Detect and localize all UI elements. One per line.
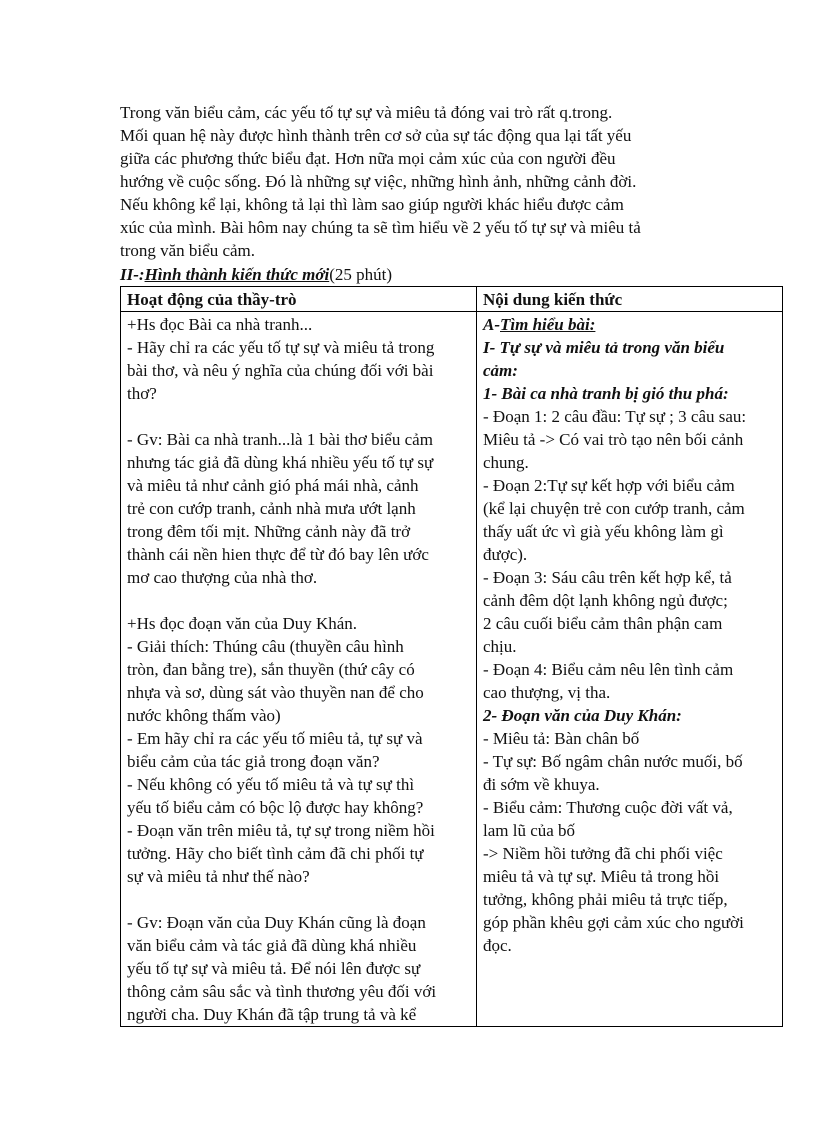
activity-line: - Gv: Đoạn văn của Duy Khán cũng là đoạn (127, 913, 426, 932)
activity-line (127, 405, 470, 428)
activity-line: yếu tố biểu cảm có bộc lộ được hay không? (127, 798, 424, 817)
content-line: được). (483, 545, 528, 564)
content-line: (kể lại chuyện trẻ con cướp tranh, cảm (483, 499, 745, 518)
content-line: - Đoạn 2:Tự sự kết hợp với biểu cảm (483, 476, 735, 495)
content-line: thấy uất ức vì già yếu không làm gì (483, 522, 724, 541)
activity-line: trong đêm tối mịt. Những cảnh này đã trở (127, 522, 411, 541)
activity-line: +Hs đọc Bài ca nhà tranh... (127, 315, 313, 334)
content-line: 2 câu cuối biểu cảm thân phận cam (483, 614, 723, 633)
content-line: cao thượng, vị tha. (483, 683, 611, 702)
content-line: Miêu tả -> Có vai trò tạo nên bối cảnh (483, 430, 744, 449)
activity-line: sự và miêu tả như thế nào? (127, 867, 310, 886)
activity-line (127, 589, 470, 612)
activity-line (127, 888, 470, 911)
header-activities: Hoạt động của thầy-trò (121, 287, 477, 312)
activity-line: tròn, đan bằng tre), sắn thuyền (thứ cây có (127, 660, 415, 679)
activity-line: tưởng. Hãy cho biết tình cảm đã chi phối tự (127, 844, 424, 863)
intro-line: hướng về cuộc sống. Đó là những sự việc, những hình ảnh, những cảnh đời. (120, 172, 637, 191)
content-heading-i-cont: cảm: (483, 361, 518, 380)
activity-line: biểu cảm của tác giả trong đoạn văn? (127, 752, 380, 771)
activity-line: trẻ con cướp tranh, cảnh nhà mưa ướt lạnh (127, 499, 416, 518)
activity-line: - Nếu không có yếu tố miêu tả và tự sự thì (127, 775, 415, 794)
content-line: -> Niềm hồi tưởng đã chi phối việc (483, 844, 723, 863)
section-prefix: II-: (120, 265, 145, 284)
activity-line: - Hãy chỉ ra các yếu tố tự sự và miêu tả trong (127, 338, 435, 357)
activity-line: thành cái nền hien thực để từ đó bay lên ước (127, 545, 429, 564)
intro-line: Trong văn biểu cảm, các yếu tố tự sự và miêu tả đóng vai trò rất q.trong. (120, 103, 613, 122)
content-line: lam lũ của bố (483, 821, 576, 840)
section-heading (120, 263, 392, 286)
header-content: Nội dung kiến thức (477, 287, 783, 312)
section-duration: (25 phút) (329, 265, 393, 284)
intro-paragraph (120, 101, 720, 262)
activity-line: người cha. Duy Khán đã tập trung tả và kể (127, 1005, 417, 1024)
content-line: cảnh đêm dột lạnh không ngủ được; (483, 591, 728, 610)
content-heading-i: I- Tự sự và miêu tả trong văn biểu (483, 338, 725, 357)
lesson-table (120, 286, 783, 1027)
section-title: Hình thành kiến thức mới (144, 265, 330, 284)
activity-line: - Giải thích: Thúng câu (thuyền câu hình (127, 637, 404, 656)
content-line: - Đoạn 4: Biểu cảm nêu lên tình cảm (483, 660, 734, 679)
activity-line: văn biểu cảm và tác giả đã dùng khá nhiều (127, 936, 417, 955)
activity-line: bài thơ, và nêu ý nghĩa của chúng đối với bài (127, 361, 434, 380)
content-cell (477, 312, 783, 1027)
activity-line: mơ cao thượng của nhà thơ. (127, 568, 318, 587)
activity-line: - Gv: Bài ca nhà tranh...là 1 bài thơ biểu cảm (127, 430, 433, 449)
content-line: - Đoạn 3: Sáu câu trên kết hợp kể, tả (483, 568, 732, 587)
content-heading-1: 1- Bài ca nhà tranh bị gió thu phá: (483, 384, 729, 403)
content-line: chung. (483, 453, 529, 472)
content-line: đọc. (483, 936, 512, 955)
heading-a-prefix: A- (483, 315, 500, 334)
content-heading-a (483, 313, 776, 336)
activity-line: nước không thấm vào) (127, 706, 281, 725)
content-line: - Miêu tả: Bàn chân bố (483, 729, 640, 748)
intro-line: giữa các phương thức biểu đạt. Hơn nữa mọi cảm xúc của con người đều (120, 149, 616, 168)
content-line: - Đoạn 1: 2 câu đầu: Tự sự ; 3 câu sau: (483, 407, 747, 426)
activity-line: - Đoạn văn trên miêu tả, tự sự trong niềm hồi (127, 821, 435, 840)
activity-line: nhưng tác giả đã dùng khá nhiều yếu tố tự sự (127, 453, 434, 472)
content-line: chịu. (483, 637, 517, 656)
content-line: - Tự sự: Bố ngâm chân nước muối, bố (483, 752, 743, 771)
content-line: - Biểu cảm: Thương cuộc đời vất vả, (483, 798, 733, 817)
activities-cell (121, 312, 477, 1027)
activity-line: +Hs đọc đoạn văn của Duy Khán. (127, 614, 358, 633)
activity-line: và miêu tả như cảnh gió phá mái nhà, cảnh (127, 476, 419, 495)
activity-line: thơ? (127, 384, 157, 403)
content-line: góp phần khêu gợi cảm xúc cho người (483, 913, 744, 932)
activity-line: nhựa và sơ, dùng sát vào thuyền nan để cho (127, 683, 424, 702)
content-line: tưởng, không phải miêu tả trực tiếp, (483, 890, 728, 909)
content-heading-2: 2- Đoạn văn của Duy Khán: (483, 706, 682, 725)
table-row (121, 312, 783, 1027)
activity-line: thông cảm sâu sắc và tình thương yêu đối với (127, 982, 437, 1001)
intro-line: xúc của mình. Bài hôm nay chúng ta sẽ tìm hiểu về 2 yếu tố tự sự và miêu tả (120, 218, 641, 237)
activity-line: - Em hãy chỉ ra các yếu tố miêu tả, tự sự và (127, 729, 423, 748)
heading-a-title: Tìm hiểu bài: (500, 315, 596, 334)
intro-line: Mối quan hệ này được hình thành trên cơ sở của sự tác động qua lại tất yếu (120, 126, 632, 145)
intro-line: trong văn biểu cảm. (120, 241, 256, 260)
table-header-row (121, 287, 783, 312)
content-line: đi sớm về khuya. (483, 775, 600, 794)
intro-line: Nếu không kể lại, không tả lại thì làm sao giúp người khác hiểu được cảm (120, 195, 624, 214)
content-line: miêu tả và tự sự. Miêu tả trong hồi (483, 867, 720, 886)
activity-line: yếu tố tự sự và miêu tả. Để nói lên được sự (127, 959, 421, 978)
